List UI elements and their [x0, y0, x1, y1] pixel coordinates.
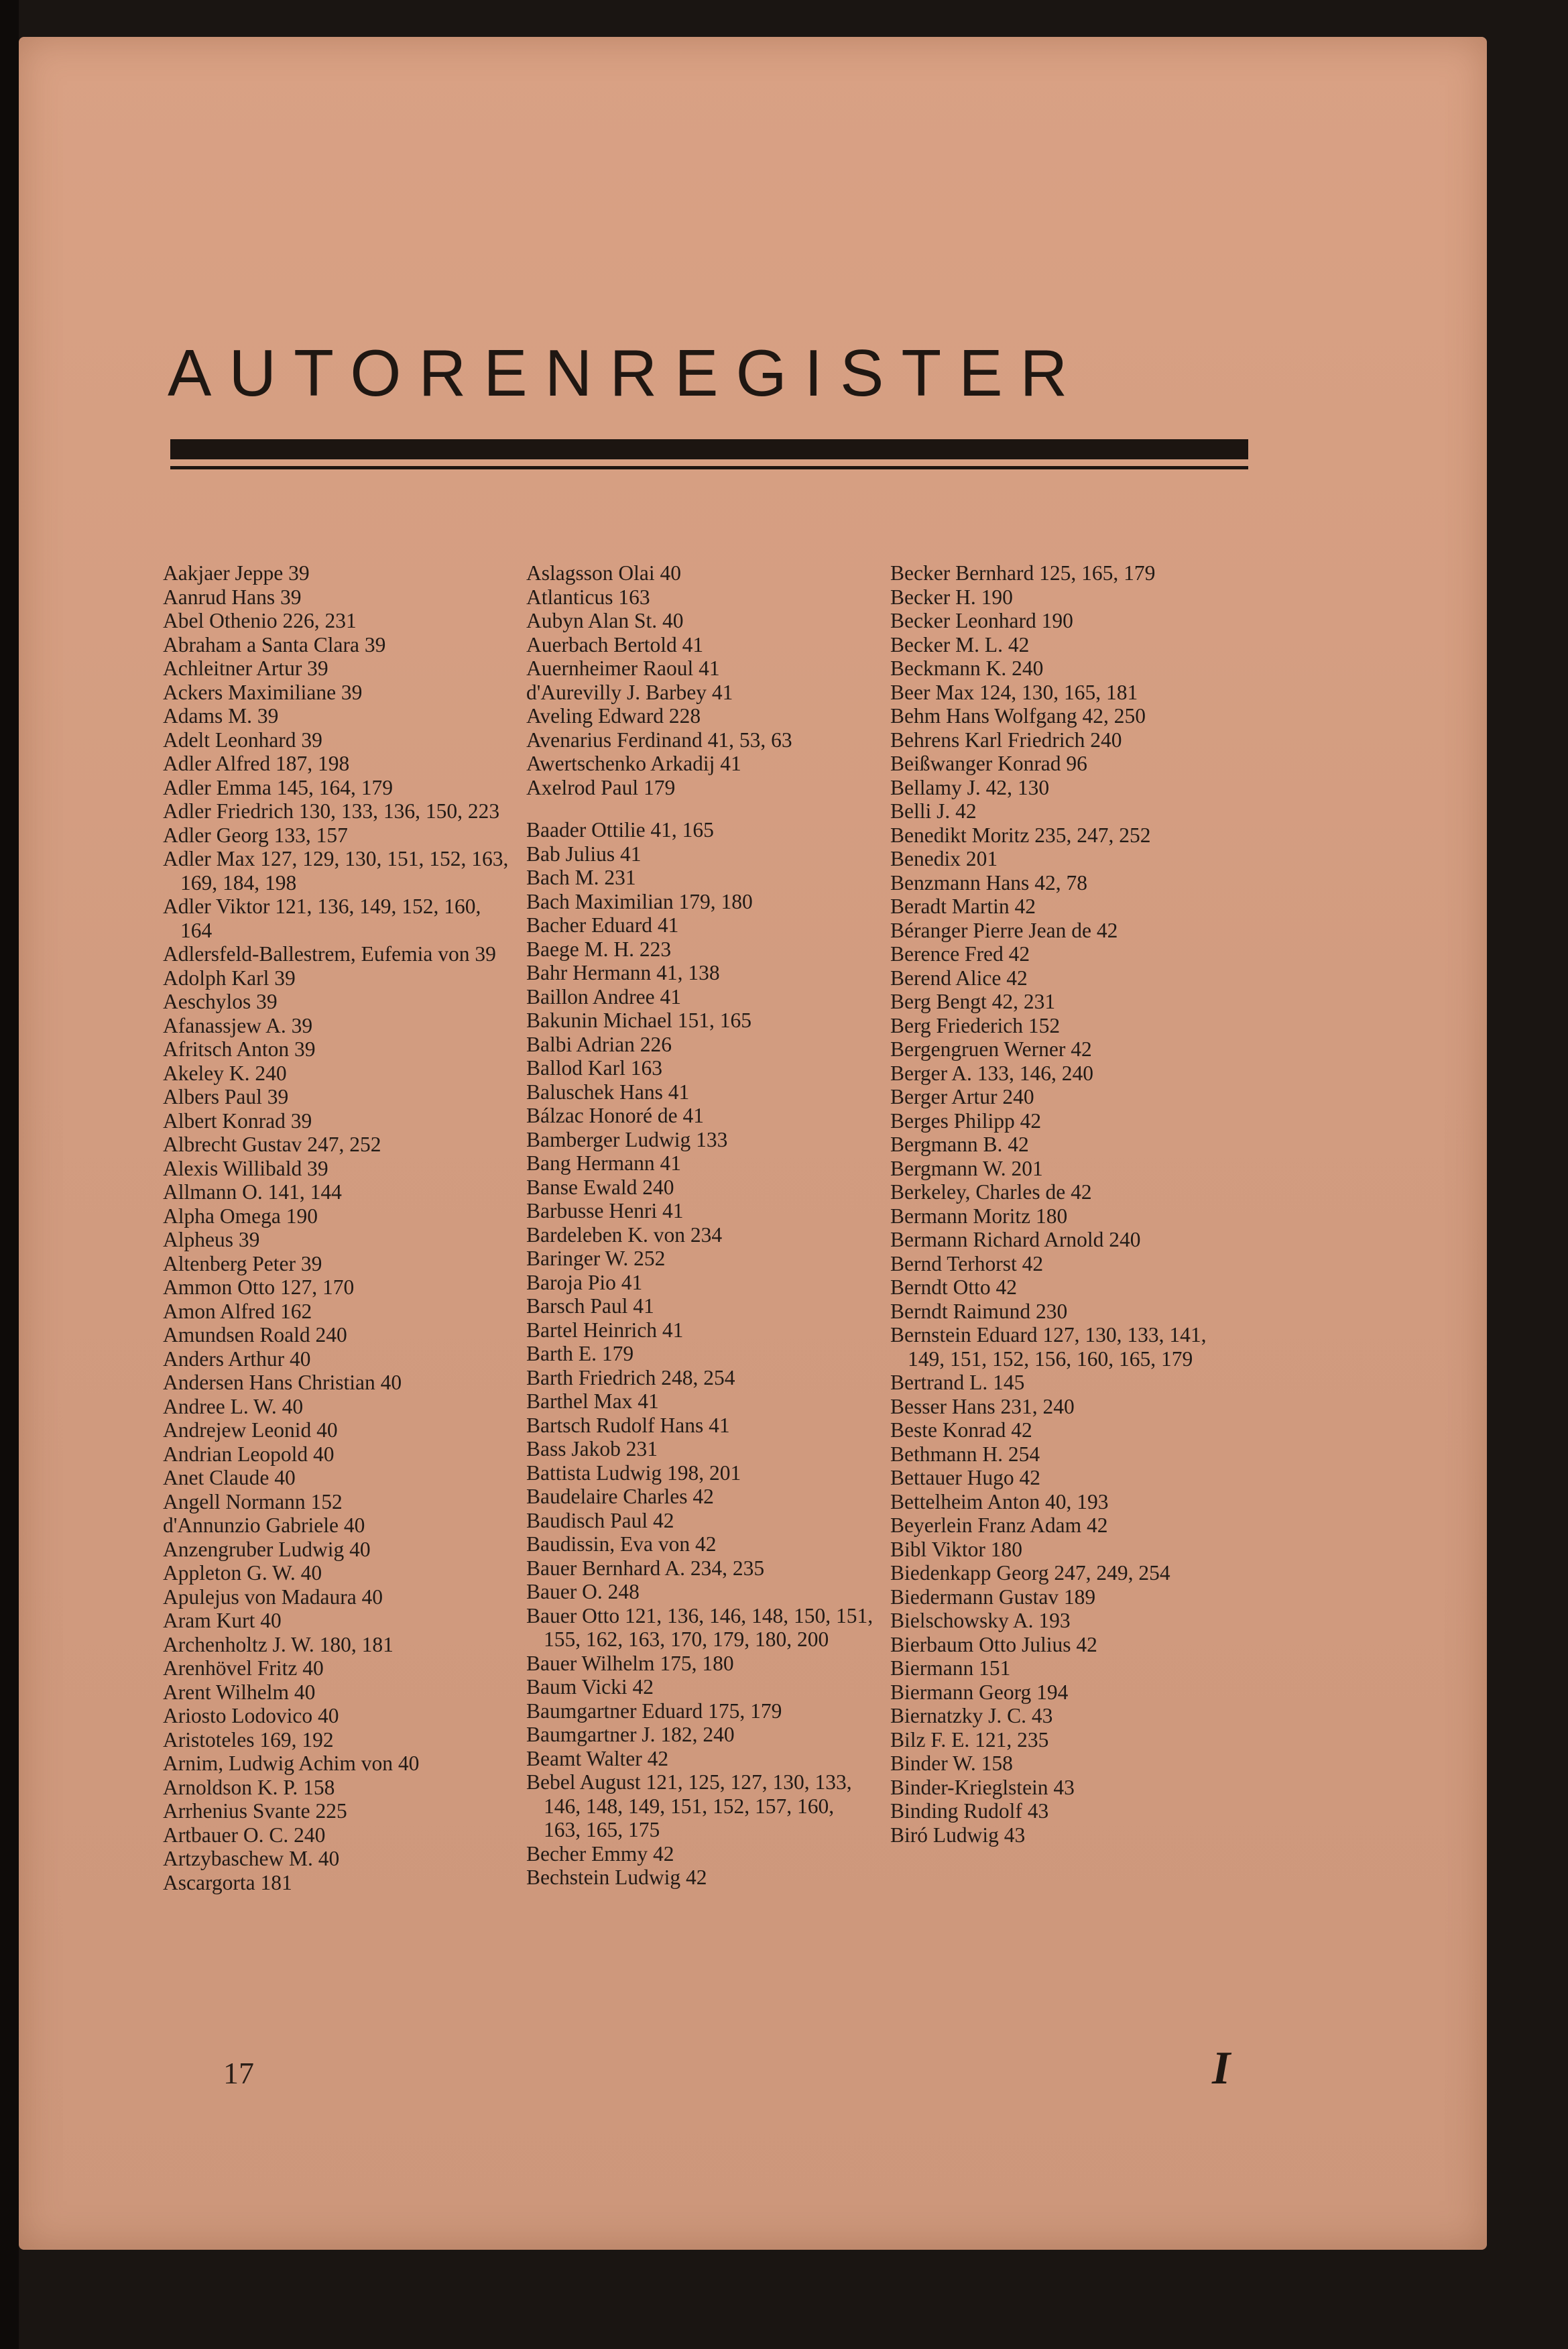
index-entry: Andersen Hans Christian 40	[163, 1371, 402, 1394]
index-entry: Bass Jakob 231	[526, 1437, 658, 1460]
index-entry: Bauer Otto 121, 136, 146, 148, 150, 151, 155, 162, 163, 170, 179, 180, 200	[526, 1603, 873, 1651]
index-entry: Bechstein Ludwig 42	[526, 1866, 707, 1889]
index-entry: Auernheimer Raoul 41	[526, 656, 720, 680]
index-entry: Bardeleben K. von 234	[526, 1222, 723, 1247]
index-entry: Baroja Pio 41	[526, 1270, 643, 1294]
index-entry: Angell Normann 152	[163, 1489, 343, 1513]
index-entry: Adolph Karl 39	[163, 966, 296, 990]
index-entry: Arrhenius Svante 225	[163, 1799, 347, 1823]
index-entry: Barsch Paul 41	[526, 1294, 654, 1318]
index-entry: Amon Alfred 162	[163, 1299, 312, 1323]
index-entry: Bettelheim Anton 40, 193	[890, 1489, 1109, 1513]
index-entry: Behm Hans Wolfgang 42, 250	[890, 704, 1146, 728]
index-entry: Axelrod Paul 179	[526, 775, 676, 799]
index-entry: Berg Bengt 42, 231	[890, 990, 1056, 1013]
index-entry: Biedermann Gustav 189	[890, 1585, 1096, 1609]
index-entry: Anzengruber Ludwig 40	[163, 1537, 371, 1561]
index-entry: Bab Julius 41	[526, 842, 642, 866]
index-entry: Baillon Andree 41	[526, 984, 681, 1009]
index-entry: Barth Friedrich 248, 254	[526, 1365, 735, 1389]
index-entry: Bauer O. 248	[526, 1580, 640, 1603]
index-entry: Aram Kurt 40	[163, 1609, 282, 1632]
index-entry: Amundsen Roald 240	[163, 1323, 347, 1347]
index-entry: Arnim, Ludwig Achim von 40	[163, 1752, 420, 1775]
index-entry: Bilz F. E. 121, 235	[890, 1727, 1049, 1752]
index-entry: Benedikt Moritz 235, 247, 252	[890, 823, 1151, 847]
index-entry: Andree L. W. 40	[163, 1394, 304, 1418]
index-entry: Artzybaschew M. 40	[163, 1847, 340, 1870]
index-entry: Benzmann Hans 42, 78	[890, 870, 1087, 895]
index-entry: Bakunin Michael 151, 165	[526, 1009, 751, 1032]
index-entry: Ackers Maximiliane 39	[163, 680, 363, 704]
index-entry: Aslagsson Olai 40	[526, 561, 681, 585]
index-entry: Bierbaum Otto Julius 42	[890, 1632, 1097, 1656]
index-entry: Ascargorta 181	[163, 1870, 292, 1894]
index-entry: Belli J. 42	[890, 799, 977, 823]
index-entry: Baege M. H. 223	[526, 937, 672, 961]
index-entry: Akeley K. 240	[163, 1061, 287, 1085]
index-entry: Bertrand L. 145	[890, 1371, 1025, 1394]
index-entry: Ballod Karl 163	[526, 1056, 662, 1080]
index-entry: Bach Maximilian 179, 180	[526, 889, 753, 913]
index-entry: Benedix 201	[890, 847, 998, 870]
index-entry: Becher Emmy 42	[526, 1841, 674, 1866]
index-entry: Baader Ottilie 41, 165	[526, 818, 714, 842]
index-entry: Achleitner Artur 39	[163, 656, 328, 680]
index-entry: Andrian Leopold 40	[163, 1442, 335, 1466]
index-entry: Abraham a Santa Clara 39	[163, 632, 386, 656]
index-entry: Anet Claude 40	[163, 1466, 296, 1489]
index-entry: Biernatzky J. C. 43	[890, 1704, 1053, 1727]
index-entry: Béranger Pierre Jean de 42	[890, 918, 1118, 942]
index-entry: Adler Alfred 187, 198	[163, 752, 350, 775]
index-entry: Abel Othenio 226, 231	[163, 609, 357, 632]
index-entry: Becker Leonhard 190	[890, 609, 1073, 632]
index-entry: Bermann Richard Arnold 240	[890, 1228, 1141, 1251]
index-entry: Berges Philipp 42	[890, 1108, 1042, 1133]
index-entry: Aakjaer Jeppe 39	[163, 561, 310, 585]
index-entry: Barth E. 179	[526, 1342, 634, 1365]
index-entry: Bauer Wilhelm 175, 180	[526, 1651, 734, 1675]
index-entry: Biedenkapp Georg 247, 249, 254	[890, 1561, 1170, 1585]
index-entry: Balbi Adrian 226	[526, 1032, 672, 1056]
index-entry: Aristoteles 169, 192	[163, 1727, 334, 1752]
index-entry: Barthel Max 41	[526, 1389, 659, 1413]
index-entry: Apulejus von Madaura 40	[163, 1585, 383, 1609]
index-entry: Bettauer Hugo 42	[890, 1466, 1040, 1489]
index-entry: Ariosto Lodovico 40	[163, 1704, 339, 1727]
index-entry: Biró Ludwig 43	[890, 1823, 1026, 1847]
index-entry: Adler Georg 133, 157	[163, 823, 348, 847]
index-entry: Besser Hans 231, 240	[890, 1394, 1075, 1418]
index-entry: Allmann O. 141, 144	[163, 1180, 342, 1204]
signature-mark: I	[1212, 2043, 1231, 2094]
index-entry: Beißwanger Konrad 96	[890, 752, 1087, 775]
page-number: 17	[223, 2056, 254, 2090]
index-entry: Alpheus 39	[163, 1228, 260, 1251]
index-entry: Binder-Krieglstein 43	[890, 1775, 1075, 1799]
index-entry: Appleton G. W. 40	[163, 1561, 322, 1585]
index-entry: Baumgartner J. 182, 240	[526, 1723, 735, 1746]
index-entry: Beamt Walter 42	[526, 1746, 669, 1770]
index-entry: Bahr Hermann 41, 138	[526, 961, 720, 984]
index-entry: Berend Alice 42	[890, 966, 1028, 990]
index-entry: Binder W. 158	[890, 1752, 1013, 1775]
index-entry: Anders Arthur 40	[163, 1347, 311, 1371]
index-entry: Ammon Otto 127, 170	[163, 1275, 355, 1299]
index-entry: Berger Artur 240	[890, 1085, 1034, 1108]
index-entry: Arenhövel Fritz 40	[163, 1656, 324, 1680]
index-column-3	[890, 561, 1239, 1847]
index-entry: d'Annunzio Gabriele 40	[163, 1513, 365, 1537]
title-rule-thick	[170, 439, 1248, 459]
index-entry: Adler Max 127, 129, 130, 151, 152, 163, 169, 184, 198	[163, 847, 509, 895]
index-entry: Bellamy J. 42, 130	[890, 775, 1050, 799]
index-entry: Bibl Viktor 180	[890, 1537, 1023, 1561]
index-entry: Arnoldson K. P. 158	[163, 1775, 335, 1799]
index-entry: Bergmann B. 42	[890, 1133, 1029, 1156]
index-entry: Berg Friederich 152	[890, 1013, 1061, 1037]
page-title: AUTORENREGISTER	[168, 336, 1085, 410]
index-entry: Alpha Omega 190	[163, 1204, 318, 1228]
index-entry: Baluschek Hans 41	[526, 1080, 690, 1104]
index-entry: Baringer W. 252	[526, 1247, 666, 1270]
index-entry: Bebel August 121, 125, 127, 130, 133, 146, 148, 149, 151, 152, 157, 160, 163, 165, 175	[526, 1770, 852, 1841]
index-entry: Bermann Moritz 180	[890, 1204, 1068, 1228]
index-entry: Berkeley, Charles de 42	[890, 1180, 1092, 1204]
index-entry: Biermann Georg 194	[890, 1680, 1069, 1704]
index-entry: Berndt Raimund 230	[890, 1299, 1068, 1323]
index-entry: Aanrud Hans 39	[163, 585, 302, 609]
index-entry: Bacher Eduard 41	[526, 913, 679, 937]
index-entry: Bartsch Rudolf Hans 41	[526, 1413, 730, 1437]
index-entry: Afanassjew A. 39	[163, 1013, 313, 1037]
index-column-2	[526, 561, 875, 1890]
index-entry: Baudelaire Charles 42	[526, 1485, 714, 1508]
index-entry: d'Aurevilly J. Barbey 41	[526, 680, 733, 704]
index-entry: Atlanticus 163	[526, 585, 650, 609]
index-entry: Avenarius Ferdinand 41, 53, 63	[526, 728, 792, 752]
index-entry: Bang Hermann 41	[526, 1151, 681, 1175]
index-entry: Baumgartner Eduard 175, 179	[526, 1699, 782, 1723]
index-entry: Andrejew Leonid 40	[163, 1418, 338, 1442]
index-entry: Becker H. 190	[890, 585, 1013, 609]
index-entry: Becker Bernhard 125, 165, 179	[890, 561, 1156, 585]
index-entry: Behrens Karl Friedrich 240	[890, 728, 1122, 752]
index-entry: Arent Wilhelm 40	[163, 1680, 316, 1704]
book-page	[19, 37, 1487, 2250]
index-entry: Berence Fred 42	[890, 942, 1030, 966]
index-entry: Archenholtz J. W. 180, 181	[163, 1632, 394, 1656]
index-entry: Beradt Martin 42	[890, 895, 1036, 918]
index-entry: Berndt Otto 42	[890, 1275, 1017, 1299]
index-entry: Awertschenko Arkadij 41	[526, 752, 741, 775]
index-entry: Adler Viktor 121, 136, 149, 152, 160, 164	[163, 895, 481, 942]
index-entry: Adelt Leonhard 39	[163, 728, 322, 752]
index-entry: Bach M. 231	[526, 866, 636, 889]
index-entry: Afritsch Anton 39	[163, 1037, 316, 1061]
index-entry: Bergengruen Werner 42	[890, 1037, 1092, 1061]
index-entry: Bálzac Honoré de 41	[526, 1104, 705, 1127]
index-entry: Biermann 151	[890, 1656, 1011, 1680]
index-entry: Beste Konrad 42	[890, 1418, 1032, 1442]
index-entry: Alexis Willibald 39	[163, 1156, 328, 1180]
index-entry: Beer Max 124, 130, 165, 181	[890, 680, 1138, 704]
index-entry: Adams M. 39	[163, 704, 279, 728]
index-entry: Adler Emma 145, 164, 179	[163, 775, 393, 799]
index-entry: Auerbach Bertold 41	[526, 632, 704, 656]
index-entry: Bernd Terhorst 42	[890, 1251, 1044, 1275]
index-entry: Baudisch Paul 42	[526, 1508, 674, 1532]
index-entry: Albrecht Gustav 247, 252	[163, 1133, 381, 1156]
index-entry: Bauer Bernhard A. 234, 235	[526, 1556, 765, 1580]
index-entry: Bartel Heinrich 41	[526, 1318, 684, 1342]
index-entry: Baum Vicki 42	[526, 1675, 654, 1699]
index-entry: Barbusse Henri 41	[526, 1199, 684, 1222]
index-entry: Binding Rudolf 43	[890, 1799, 1049, 1823]
title-rule-thin	[170, 466, 1248, 469]
index-entry: Aveling Edward 228	[526, 704, 701, 728]
index-entry: Baudissin, Eva von 42	[526, 1532, 717, 1556]
index-entry: Albers Paul 39	[163, 1085, 289, 1108]
index-entry: Beckmann K. 240	[890, 656, 1044, 680]
index-entry: Bethmann H. 254	[890, 1442, 1040, 1466]
book-spine-edge	[0, 0, 19, 2349]
index-entry: Adler Friedrich 130, 133, 136, 150, 223	[163, 799, 500, 823]
index-entry: Bernstein Eduard 127, 130, 133, 141, 149, 151, 152, 156, 160, 165, 179	[890, 1323, 1207, 1371]
index-entry: Berger A. 133, 146, 240	[890, 1061, 1094, 1085]
index-entry: Bamberger Ludwig 133	[526, 1127, 728, 1151]
index-entry: Banse Ewald 240	[526, 1175, 674, 1199]
index-entry: Bergmann W. 201	[890, 1156, 1043, 1180]
index-entry: Battista Ludwig 198, 201	[526, 1460, 741, 1485]
index-entry: Becker M. L. 42	[890, 632, 1030, 656]
index-column-1	[163, 561, 511, 1894]
index-entry: Aeschylos 39	[163, 990, 278, 1013]
index-entry: Albert Konrad 39	[163, 1108, 312, 1133]
index-entry: Bielschowsky A. 193	[890, 1609, 1071, 1632]
index-entry: Artbauer O. C. 240	[163, 1823, 326, 1847]
index-entry: Adlersfeld-Ballestrem, Eufemia von 39	[163, 942, 496, 966]
index-entry: Aubyn Alan St. 40	[526, 609, 684, 632]
index-entry: Altenberg Peter 39	[163, 1251, 322, 1275]
index-entry: Beyerlein Franz Adam 42	[890, 1513, 1108, 1537]
